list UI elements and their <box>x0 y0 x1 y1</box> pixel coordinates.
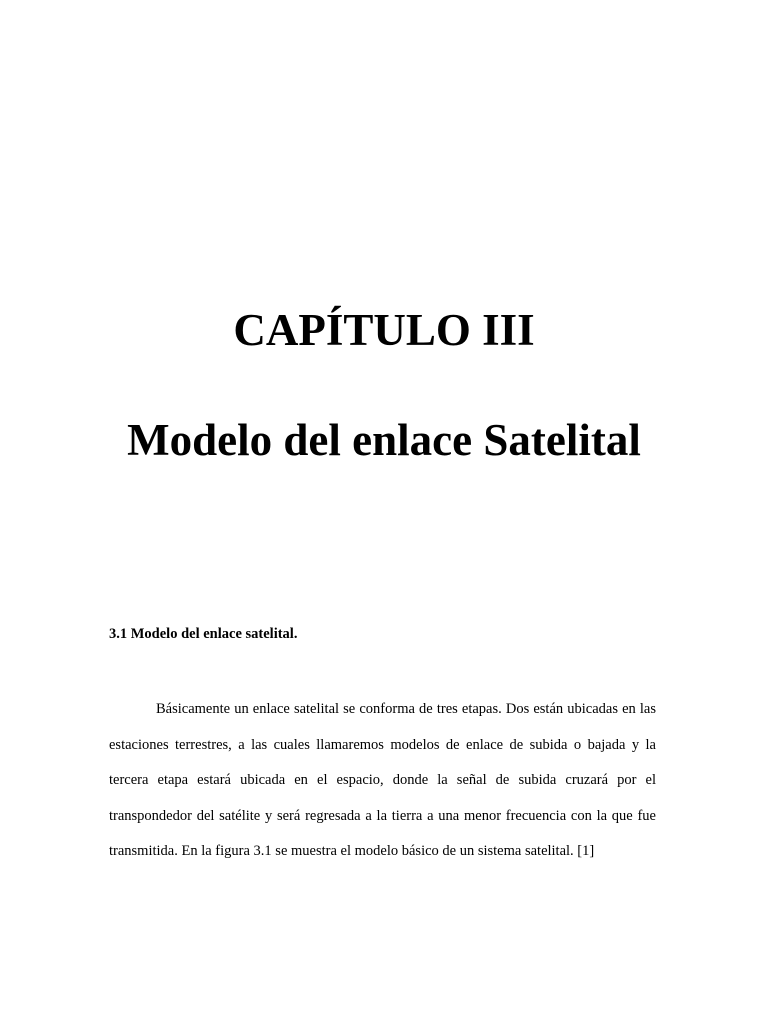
body-paragraph: Básicamente un enlace satelital se conforma de tres etapas. Dos están ubicadas en las estaciones terrestres, a las cuales llamaremos modelos de enlace de subida o bajada y la tercera etapa estará ubicada en el espacio, donde la señal de subida cruzará por el transpondedor del satélite y será regresada a la tierra a una menor frecuencia con la que fue transmitida. En la figura 3.1 se muestra el modelo básico de un sistema satelital. [1] <box>109 701 656 860</box>
chapter-label: CAPÍTULO III <box>233 305 535 355</box>
chapter-title: Modelo del enlace Satelital <box>127 415 641 465</box>
section-heading: 3.1 Modelo del enlace satelital. <box>109 626 298 642</box>
